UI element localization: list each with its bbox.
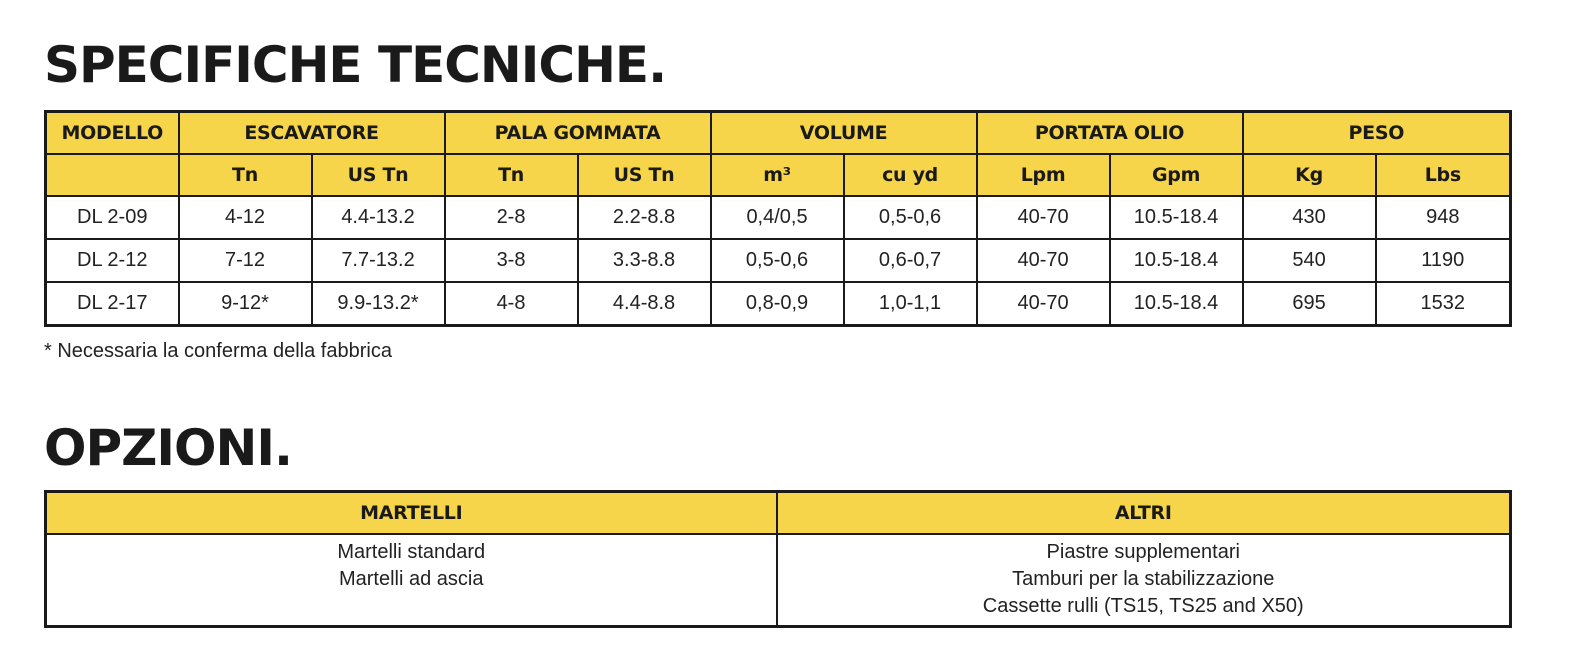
- list-item: Martelli ad ascia: [338, 568, 484, 590]
- altri-list: [777, 534, 1511, 627]
- col-header-peso: PESO: [1243, 112, 1511, 155]
- factory-note: * Necessaria la conferma della fabbrica: [44, 340, 392, 362]
- table-cell: 540: [1243, 239, 1376, 282]
- options-header-row: [46, 492, 1511, 535]
- table-cell: 4-8: [445, 282, 578, 326]
- table-cell: 695: [1243, 282, 1376, 326]
- table-cell: 2-8: [445, 196, 578, 239]
- col-header-pala-gommata: PALA GOMMATA: [445, 112, 711, 155]
- table-cell: 40-70: [977, 282, 1110, 326]
- table-cell: 0,5-0,6: [711, 239, 844, 282]
- unit-header: cu yd: [844, 154, 977, 196]
- table-cell: 0,4/0,5: [711, 196, 844, 239]
- table-cell: 3.3-8.8: [578, 239, 711, 282]
- table-cell: 0,6-0,7: [844, 239, 977, 282]
- table-cell: 7-12: [179, 239, 312, 282]
- table-cell: 948: [1376, 196, 1511, 239]
- unit-header: US Tn: [578, 154, 711, 196]
- table-cell: 40-70: [977, 239, 1110, 282]
- unit-header: Lpm: [977, 154, 1110, 196]
- unit-header: m³: [711, 154, 844, 196]
- table-cell: 1532: [1376, 282, 1511, 326]
- col-header-modello: MODELLO: [46, 112, 179, 155]
- spec-title: SPECIFICHE TECNICHE.: [44, 36, 667, 94]
- col-header-portata-olio: PORTATA OLIO: [977, 112, 1243, 155]
- col-header-altri: ALTRI: [777, 492, 1511, 535]
- table-cell: 3-8: [445, 239, 578, 282]
- unit-header: Tn: [445, 154, 578, 196]
- table-cell: 7.7-13.2: [312, 239, 445, 282]
- unit-header: Lbs: [1376, 154, 1511, 196]
- col-header-volume: VOLUME: [711, 112, 977, 155]
- list-item: Piastre supplementari: [1046, 541, 1240, 563]
- col-header-martelli: MARTELLI: [46, 492, 777, 535]
- table-cell: 2.2-8.8: [578, 196, 711, 239]
- table-cell: 4.4-13.2: [312, 196, 445, 239]
- table-cell: 10.5-18.4: [1110, 239, 1243, 282]
- unit-header: US Tn: [312, 154, 445, 196]
- spec-unit-header-row: [46, 154, 1511, 196]
- table-row: [46, 196, 1511, 239]
- table-cell: 9-12*: [179, 282, 312, 326]
- table-cell: 9.9-13.2*: [312, 282, 445, 326]
- model-cell: DL 2-09: [46, 196, 179, 239]
- list-item: Cassette rulli (TS15, TS25 and X50): [982, 595, 1304, 617]
- model-cell: DL 2-12: [46, 239, 179, 282]
- options-table: [44, 490, 1512, 628]
- table-cell: 4-12: [179, 196, 312, 239]
- table-cell: 10.5-18.4: [1110, 196, 1243, 239]
- table-cell: 1,0-1,1: [844, 282, 977, 326]
- unit-header-empty: [46, 154, 179, 196]
- table-cell: 4.4-8.8: [578, 282, 711, 326]
- table-row: [46, 239, 1511, 282]
- col-header-escavatore: ESCAVATORE: [179, 112, 445, 155]
- table-cell: 0,8-0,9: [711, 282, 844, 326]
- list-item: Martelli standard: [337, 541, 486, 563]
- table-cell: 1190: [1376, 239, 1511, 282]
- unit-header: Kg: [1243, 154, 1376, 196]
- spec-group-header-row: [46, 112, 1511, 155]
- table-cell: 40-70: [977, 196, 1110, 239]
- unit-header: Gpm: [1110, 154, 1243, 196]
- options-title: OPZIONI.: [44, 419, 292, 477]
- options-body-row: [46, 534, 1511, 627]
- model-cell: DL 2-17: [46, 282, 179, 326]
- table-cell: 10.5-18.4: [1110, 282, 1243, 326]
- table-cell: 0,5-0,6: [844, 196, 977, 239]
- unit-header: Tn: [179, 154, 312, 196]
- martelli-list: [46, 534, 777, 627]
- spec-table: [44, 110, 1512, 327]
- list-item: Tamburi per la stabilizzazione: [1012, 568, 1275, 590]
- table-row: [46, 282, 1511, 326]
- table-cell: 430: [1243, 196, 1376, 239]
